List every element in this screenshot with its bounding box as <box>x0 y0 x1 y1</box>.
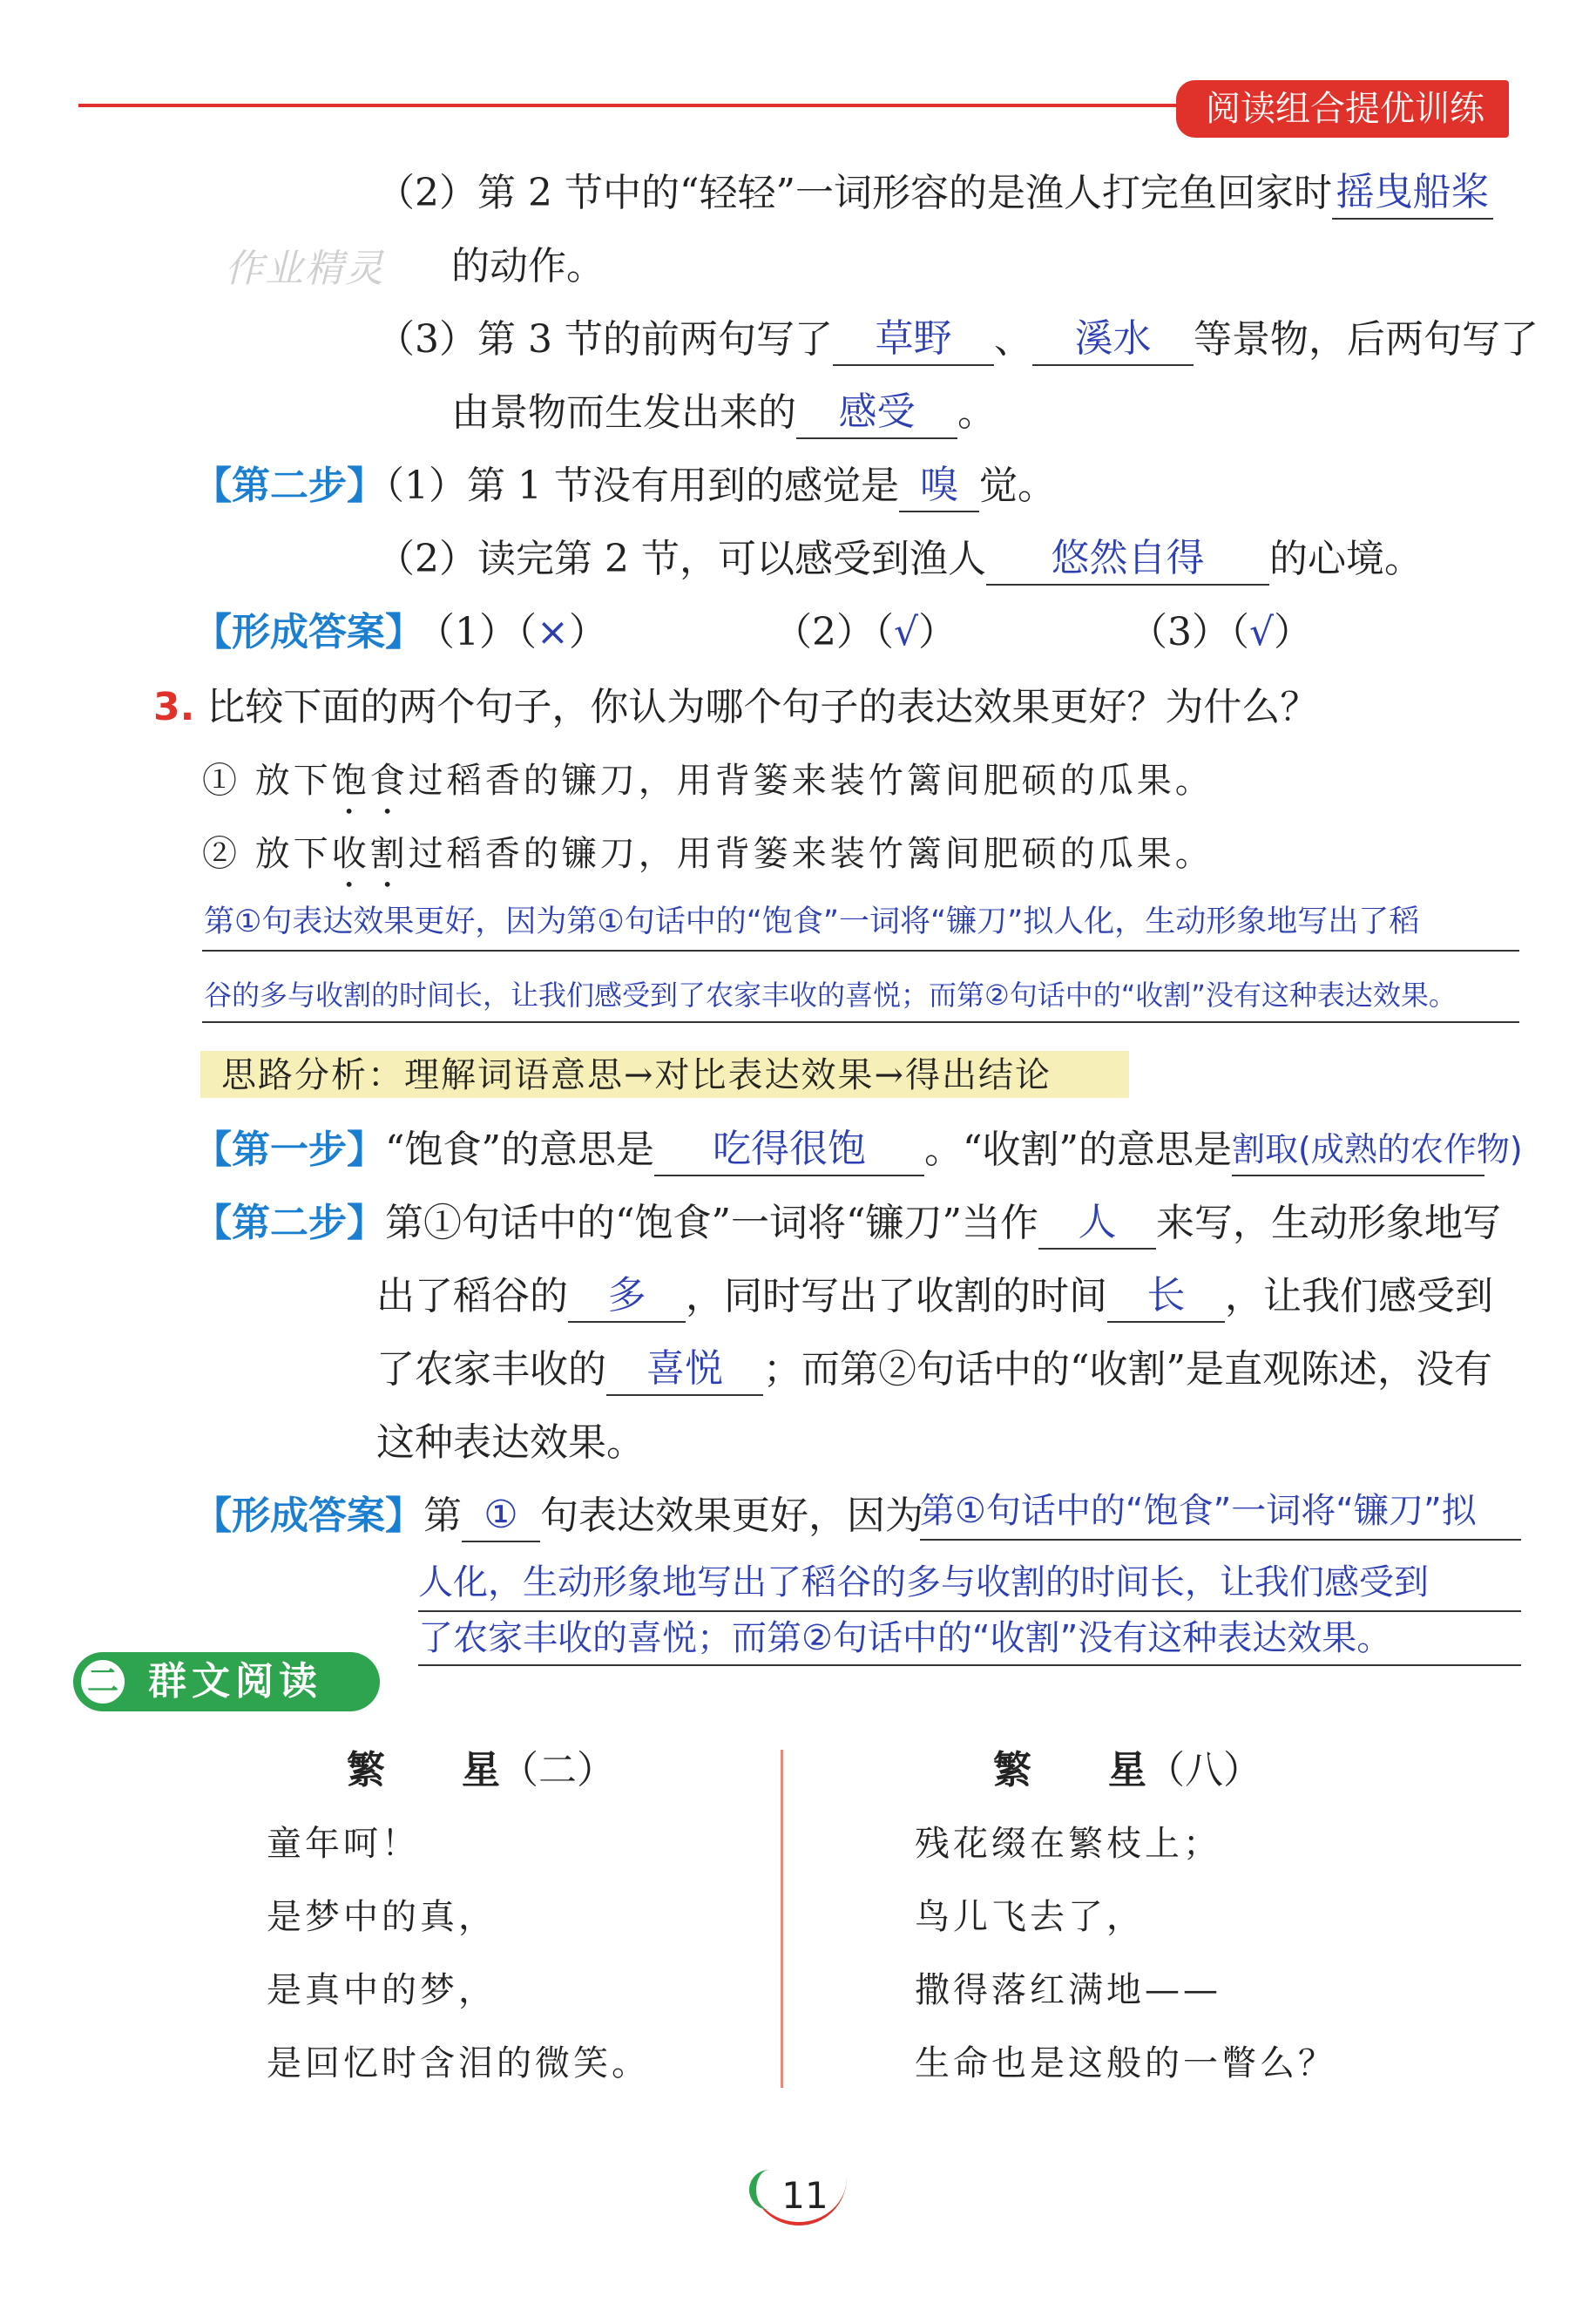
q2-step2-item2: （2）读完第 2 节，可以感受到渔人 悠然自得 的心境。 <box>376 533 1423 586</box>
q3-step2: 【第二步】第①句话中的“饱食”一词将“镰刀”当作 人 来写，生动形象地写 <box>193 1197 1501 1250</box>
answer-blank: 多 <box>568 1270 686 1323</box>
q3-answer-line-1: 第①句表达效果更好，因为第①句话中的“饱食”一词将“镰刀”拟人化，生动形象地写出了稻 <box>204 904 1420 939</box>
q3-question: 3. 比较下面的两个句子，你认为哪个句子的表达效果更好？为什么？ <box>153 685 1319 729</box>
header-rule <box>78 104 1176 107</box>
poem-right-line: 残花缀在繁枝上； <box>915 1824 1221 1864</box>
step-label: 【第二步】 <box>193 464 385 508</box>
q2-final-2: （2）（√） <box>774 610 957 654</box>
answer-blank: 长 <box>1107 1270 1225 1323</box>
poem-divider <box>781 1750 783 2088</box>
answer-blank: 摇曳船桨 <box>1332 167 1493 220</box>
q3-step2-cont-3: 这种表达效果。 <box>376 1420 645 1465</box>
page-number: 11 <box>781 2174 828 2217</box>
q2-final-answer <box>193 606 423 659</box>
answer-blank: 感受 <box>796 387 957 439</box>
q3-sentence-1: ① 放下饱食过稻香的镰刀，用背篓来装竹篱间肥硕的瓜果。 <box>202 761 1214 801</box>
answer-blank: 吃得很饱 <box>654 1124 924 1176</box>
q2-item3-cont: 由景物而生发出来的 感受 。 <box>451 387 996 439</box>
answer-blank: 嗅 <box>899 460 979 512</box>
answer-blank: 割取(成熟的农作物) <box>1232 1124 1484 1176</box>
header-tab-label: 阅读组合提优训练 <box>1206 89 1484 129</box>
q3-final-answer-text-2: 人化，生动形象地写出了稻谷的多与收割的时间长，让我们感受到 <box>418 1562 1429 1602</box>
answer-blank: 溪水 <box>1032 314 1194 366</box>
poem-right-line: 鸟儿飞去了， <box>915 1897 1145 1937</box>
answer-blank: 人 <box>1038 1197 1156 1250</box>
poem-left-line: 童年呵！ <box>267 1824 420 1864</box>
answer-rule <box>920 1539 1521 1541</box>
emphasis-word: 饱食 <box>331 761 409 801</box>
q2-item2-cont: 的动作。 <box>451 244 605 288</box>
section-number: 二 <box>86 1663 118 1699</box>
section-title: 群文阅读 <box>148 1659 322 1704</box>
q2-item2: （2）第 2 节中的“轻轻”一词形容的是渔人打完鱼回家时 摇曳船桨 <box>376 167 1493 220</box>
final-label: 【形成答案】 <box>193 1494 423 1538</box>
answer-rule <box>418 1664 1521 1666</box>
answer-blank: 草野 <box>833 314 994 366</box>
answer-rule <box>202 950 1519 952</box>
poem-left-line: 是真中的梦， <box>267 1970 497 2010</box>
q2-item3: （3）第 3 节的前两句写了 草野 、 溪水 等景物，后两句写了 <box>376 314 1539 366</box>
q3-final-answer: 【形成答案】第 ① 句表达效果更好，因为 <box>193 1490 923 1542</box>
poem-right-line: 生命也是这般的一瞥么？ <box>915 2043 1336 2083</box>
q3-answer-line-2: 谷的多与收割的时间长，让我们感受到了农家丰收的喜悦；而第②句话中的“收割”没有这种表达效果。 <box>204 979 1457 1012</box>
answer-rule <box>202 1021 1519 1023</box>
final-label: 【形成答案】 <box>193 610 423 654</box>
poem-right-line: 撒得落红满地—— <box>915 1970 1221 2010</box>
poem-left-line: 是梦中的真， <box>267 1897 497 1937</box>
answer-blank: 悠然自得 <box>986 533 1269 586</box>
poem-right-title: 繁 星（八） <box>993 1748 1261 1792</box>
q3-step2-cont-2: 了农家丰收的 喜悦 ；而第②句话中的“收割”是直观陈述，没有 <box>376 1344 1492 1396</box>
poem-left-line: 是回忆时含泪的微笑。 <box>267 2043 650 2083</box>
q3-step1: 【第一步】“饱食”的意思是 吃得很饱 。“收割”的意思是割取(成熟的农作物) <box>193 1124 1484 1176</box>
analysis-text: 思路分析：理解词语意思→对比表达效果→得出结论 <box>221 1055 1052 1095</box>
q3-final-answer-text-1: 第①句话中的“饱食”一词将“镰刀”拟 <box>920 1491 1477 1531</box>
q3-step2-cont-1: 出了稻谷的 多 ，同时写出了收割的时间 长 ，让我们感受到 <box>376 1270 1493 1323</box>
step-label: 【第一步】 <box>193 1128 385 1172</box>
step-label: 【第二步】 <box>193 1201 385 1245</box>
poem-left-title: 繁 星（二） <box>347 1748 615 1792</box>
q2-final-1: （1）（×） <box>416 610 607 654</box>
q2-final-3: （3）（√） <box>1129 610 1313 654</box>
answer-blank: ① <box>462 1490 540 1542</box>
q3-sentence-2: ② 放下收割过稻香的镰刀，用背篓来装竹篱间肥硕的瓜果。 <box>202 834 1214 874</box>
question-number: 3. <box>153 685 195 729</box>
q3-final-answer-text-3: 了农家丰收的喜悦；而第②句话中的“收割”没有这种表达效果。 <box>418 1618 1392 1658</box>
q2-step2-item1: 【第二步】（1）第 1 节没有用到的感觉是 嗅 觉。 <box>193 460 1056 512</box>
watermark: 作业精灵 <box>225 247 385 291</box>
emphasis-word: 收割 <box>331 834 409 874</box>
answer-blank: 喜悦 <box>606 1344 763 1396</box>
